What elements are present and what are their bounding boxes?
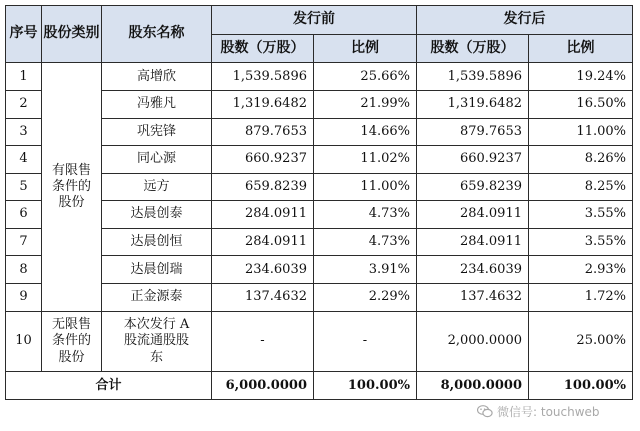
row-before-shares: 284.0911: [212, 228, 314, 256]
header-before-ratio: 比例: [314, 34, 417, 63]
row-after-shares: 1,319.6482: [417, 90, 529, 118]
row-after-ratio: 1.72%: [529, 284, 633, 312]
row-before-ratio: -: [314, 311, 417, 372]
total-label: 合计: [6, 372, 212, 400]
row-holder-name: 远方: [102, 173, 212, 201]
row-holder-name: 冯雅凡: [102, 90, 212, 118]
row-seq: 9: [6, 284, 42, 312]
row-after-ratio: 3.55%: [529, 201, 633, 229]
watermark-text: 微信号: touchweb: [497, 404, 600, 419]
row-holder-name: 达晨创泰: [102, 201, 212, 229]
row-after-ratio: 2.93%: [529, 256, 633, 284]
header-seq: 序号: [6, 6, 42, 63]
row-seq: 4: [6, 146, 42, 174]
total-before-shares: 6,000.0000: [212, 372, 314, 400]
header-after-ratio: 比例: [529, 34, 633, 63]
row-holder-name: 达晨创瑞: [102, 256, 212, 284]
header-after-shares: 股数（万股）: [417, 34, 529, 63]
row-before-ratio: 11.00%: [314, 173, 417, 201]
table-row: [6, 311, 633, 372]
row-after-ratio: 3.55%: [529, 228, 633, 256]
row-after-shares: 137.4632: [417, 284, 529, 312]
row-after-ratio: 8.26%: [529, 146, 633, 174]
row-after-shares: 234.6039: [417, 256, 529, 284]
row-after-shares: 1,539.5896: [417, 63, 529, 91]
row-before-ratio: 4.73%: [314, 201, 417, 229]
row-before-ratio: 3.91%: [314, 256, 417, 284]
table-row: [6, 63, 633, 91]
wechat-icon: [477, 405, 493, 418]
row-before-ratio: 2.29%: [314, 284, 417, 312]
row-before-ratio: 21.99%: [314, 90, 417, 118]
category-restricted: 有限售条件的股份: [42, 63, 102, 311]
row-after-ratio: 25.00%: [529, 311, 633, 372]
row-holder-name: 同心源: [102, 146, 212, 174]
row-before-shares: 879.7653: [212, 118, 314, 146]
header-holder: 股东名称: [102, 6, 212, 63]
row-seq: 7: [6, 228, 42, 256]
row-holder-name: 巩宪锋: [102, 118, 212, 146]
row-seq: 8: [6, 256, 42, 284]
row-seq: 1: [6, 63, 42, 91]
row-before-shares: 659.8239: [212, 173, 314, 201]
row-after-shares: 284.0911: [417, 228, 529, 256]
row-seq: 6: [6, 201, 42, 229]
row-before-shares: -: [212, 311, 314, 372]
header-category: 股份类别: [42, 6, 102, 63]
row-after-ratio: 16.50%: [529, 90, 633, 118]
row-before-shares: 1,319.6482: [212, 90, 314, 118]
row-seq: 2: [6, 90, 42, 118]
row-seq: 3: [6, 118, 42, 146]
row-after-ratio: 19.24%: [529, 63, 633, 91]
row-after-shares: 879.7653: [417, 118, 529, 146]
row-holder-name: 高增欣: [102, 63, 212, 91]
row-before-ratio: 4.73%: [314, 228, 417, 256]
row-before-shares: 660.9237: [212, 146, 314, 174]
row-holder-name: 达晨创恒: [102, 228, 212, 256]
row-after-shares: 2,000.0000: [417, 311, 529, 372]
row-seq: 5: [6, 173, 42, 201]
row-after-shares: 660.9237: [417, 146, 529, 174]
row-after-ratio: 8.25%: [529, 173, 633, 201]
header-after: 发行后: [417, 6, 633, 35]
row-before-shares: 284.0911: [212, 201, 314, 229]
row-after-ratio: 11.00%: [529, 118, 633, 146]
shareholder-table: [5, 5, 633, 400]
row-holder-name: 正金源泰: [102, 284, 212, 312]
total-before-ratio: 100.00%: [314, 372, 417, 400]
category-unrestricted: 无限售条件的股份: [42, 311, 102, 372]
row-before-ratio: 25.66%: [314, 63, 417, 91]
header-before-shares: 股数（万股）: [212, 34, 314, 63]
row-before-ratio: 14.66%: [314, 118, 417, 146]
row-before-shares: 137.4632: [212, 284, 314, 312]
row-holder-name: 本次发行 A 股流通股股东: [102, 311, 212, 372]
row-seq: 10: [6, 311, 42, 372]
header-before: 发行前: [212, 6, 417, 35]
row-after-shares: 284.0911: [417, 201, 529, 229]
row-before-shares: 1,539.5896: [212, 63, 314, 91]
total-after-shares: 8,000.0000: [417, 372, 529, 400]
total-after-ratio: 100.00%: [529, 372, 633, 400]
total-row: [6, 372, 633, 400]
row-after-shares: 659.8239: [417, 173, 529, 201]
row-before-ratio: 11.02%: [314, 146, 417, 174]
wechat-watermark: [477, 399, 637, 423]
row-before-shares: 234.6039: [212, 256, 314, 284]
